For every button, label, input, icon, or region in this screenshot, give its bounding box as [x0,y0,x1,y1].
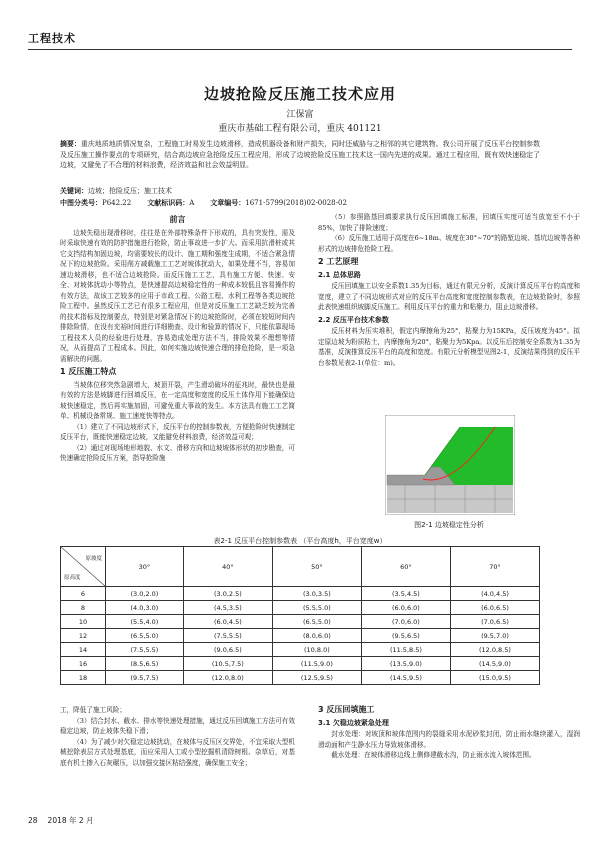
journal-section-header: 工程技术 [28,32,76,45]
clc-number: 中图分类号：P642.22 [60,199,132,207]
table-cell: (12.5,9.5) [272,671,361,685]
table-header-row [61,547,540,587]
table-row [61,643,540,657]
control-parameter-table [60,546,540,685]
section-1-item-5: （5）参照路基回填要求执行反压回填施工标准，回填压实度可适当放宽至不小于85%，加快了排险速度； [318,213,580,232]
table-caption: 表2-1 反压平台控制参数表 （平台高度h，平台宽度w） [213,537,387,545]
table-cell: (14.5,9.5) [361,671,450,685]
slope-stability-figure [385,415,515,515]
keywords [60,186,540,196]
table-cell: (6.0,6.0) [361,601,450,615]
section-2-1-heading: 2.1 总体思路 [318,270,361,279]
table-cell: (11.5,9.0) [272,657,361,671]
table-cell: (4.0,4.5) [450,587,539,601]
article-meta [60,198,540,208]
section-1-item-1: （1）建立了不同边坡形式下，反压平台的控制参数表，方便抢险时快速制定反压平台，既能快速稳定边坡，又能避免材料浪费，经济效益可观； [60,422,295,441]
table-cell: (12.0,8.5) [450,643,539,657]
section-1-intro: 当坡体位移突然急剧增大，坡顶开裂，产生滑动破坏的征兆时，最快也是最有效的方法是坡脚进行回填反压，在一定高度和宽度的反压土体作用下能确保边坡快速稳定，然后再实施加固，可避免重大事故的发生。本方法具有施工工艺简单、机械设备常规、施工速度快等特点。 [60,380,295,420]
table-row [61,629,540,643]
section-3-heading: 3 反压回填施工 [318,705,375,714]
height-cell: 12 [61,629,106,643]
height-cell: 14 [61,643,106,657]
section-2-2-text: 反压材料为压实堆积，假定内摩擦角为25°，粘聚力为15KPa，反压坡度为45°。拟定原边坡为粉质粘土，内摩擦角为20°，粘聚力为5Kpa。以反压后控制安全系数为1.35为基准，反演推算反压平台的高度和宽度。有限元分析模型见图2-1，反演结果得到的反压平台参数见表2-1(单位：m)。 [318,327,580,367]
table-cell: (3.0,2.5) [183,587,272,601]
table-cell: (8.5,6.5) [106,657,184,671]
preface-paragraph: 边坡失稳出现滑移时，往往是在外部特殊条件下形成的，具有突发性，需及时采取快速有效的防护措施进行抢险，防止事故进一步扩大。而采用抗滑桩或其它支挡结构加固边坡，均需要较长的设计、施工期和强度生成期，不适合紧急情况下的边坡抢险。采用削方减载施工工艺对坡体扰动大，如果处理不当，容易加速边坡滑移，也不适合边坡抢险。而反压施工工艺，具有施工方便、快速、安全、对坡体扰动小等特点，是快速提高边坡稳定性的一种成本较低且容易操作的有效方法，故该工艺较多的应用于市政工程、公路工程、水利工程等各类边坡抢险工程中。虽然反压工艺已有很多工程应用，但是对反压施工工艺缺乏较为完善的技术指标及控制要点，特别是对紧急情况下的边坡抢险时，必须在较短时间内排除险情，在没有充裕时间进行详细勘查、设计和验算的情况下，只能依靠现场工程技术人员的经验进行处理，容易造成处理方法不当，排险效果不理想等情况，从而提高了工程成本。因此，如何实施边坡快速合理的排危抢险，是一项急需解决的问题。 [60,228,295,363]
table-row [61,601,540,615]
section-2-1-text: 反压回填施工以安全系数1.35为目标，通过有限元分析，反演计算反压平台的高度和宽度，建立了不同边坡形式对应的反压平台高度和宽度控制参数表，在边坡抢险时，参照此表快速组织坡脚反压施工。利用反压平台的重力和粘聚力，阻止边坡滑移。 [318,282,580,311]
keywords-label: 关键词： [60,187,88,195]
slope-header-cell: 30° [106,547,184,587]
abstract-text: 重庆地质地质情况复杂，工程施工时易发生边坡滑移，造成机器设备和财产损失，同时还威胁与之相邻的其它建筑物。我公司开展了反压平台控制参数及反压施工操作要点的专项研究，结合高边坡应急抢险反压工程应用，形成了边坡抢险反压施工技术这一国内先进的成果。通过工程应用，既有效快速稳定了边坡，又避免了不合理的材料浪费，经济效益和社会效益明显。 [60,140,540,170]
table-cell: (15.0,9.5) [450,671,539,685]
table-cell: (3.0,2.0) [106,587,184,601]
seal-treatment-text: 封水处理：对坡顶和坡体范围内的裂缝采用水泥砂浆封闭，防止雨水继续灌入，湿润滑动面和产生静水压力导致坡体滑移。 [318,730,580,749]
table-cell: (7.0,6.5) [450,615,539,629]
section-2-2-heading: 2.2 反压平台技术参数 [318,315,389,324]
table-cell: (7.0,6.0) [361,615,450,629]
right-column-upper [318,212,580,368]
figure-caption: 图2-1 边坡稳定性分析 [414,521,484,529]
table-cell: (11.5,8.5) [361,643,450,657]
table-row [61,671,540,685]
table-row [61,615,540,629]
slope-header-cell: 60° [361,547,450,587]
height-cell: 18 [61,671,106,685]
affiliation: 重庆市基础工程有限公司，重庆 401121 [218,124,382,134]
table-cell: (4.5,3.5) [183,601,272,615]
table-cell: (5.5,5.0) [272,601,361,615]
section-1-item-6: （6）反压施工适用于高度在6~18m、坡度在30°~70°的路堑边坡、基坑边坡等各种形式的边坡排危抢险工程。 [318,234,580,253]
article-title: 边坡抢险反压施工技术应用 [203,85,396,103]
issue-date: 2018 年 2 月 [47,816,94,825]
table-cell: (6.5,5.0) [106,629,184,643]
height-cell: 10 [61,615,106,629]
table-cell: (6.0,6.5) [450,601,539,615]
section-2-heading: 2 工艺原理 [318,257,359,266]
keywords-text: 边坡；抢险反压；施工技术 [88,187,172,195]
table-cell: (10,8.0) [272,643,361,657]
table-cell: (7.5,5.5) [183,629,272,643]
section-1-item-2: （2）通过对现场地形地貌、水文、滑移方向和边坡坡体形状的初步勘查，可快速确定抢险反压方案，指导抢险施 [60,443,295,462]
page-footer [28,815,104,826]
table-cell: (9.5,6.5) [361,629,450,643]
author: 江保富 [286,110,314,120]
continued-text: 工，降低了施工风险； [60,706,126,714]
table-cell: (7.5,5.5) [106,643,184,657]
table-cell: (13.5,9.0) [361,657,450,671]
table-cell: (14.5,9.0) [450,657,539,671]
table-row [61,587,540,601]
page-number: 28 [28,816,38,825]
header-rule [28,49,572,50]
height-cell: 16 [61,657,106,671]
diagonal-header-cell [61,547,106,587]
table-row [61,657,540,671]
table-cell: (3.5,4.5) [361,587,450,601]
abstract-label: 摘要： [60,140,81,148]
table-cell: (8.0,6.0) [272,629,361,643]
section-1-item-3: （3）结合封水、截水、排水等快速处理措施，通过反压回填施工方法可有效稳定边坡，防止坡体失稳下滑； [60,716,295,735]
preface-heading: 前言 [169,215,186,224]
table-cell: (4.0,3.0) [106,601,184,615]
table-cell: (6.5,5.0) [272,615,361,629]
article-number: 文章编号：1671-5799(2018)02-0028-02 [210,199,347,207]
section-1-heading: 1 反压施工特点 [60,367,117,376]
slope-header-cell: 50° [272,547,361,587]
intercept-treatment-text: 截水处理：在坡体滑移边线上侧修建截水沟，防止雨水流入坡体范围。 [331,751,536,759]
left-column-upper [60,212,295,464]
table-cell: (3.0,3.5) [272,587,361,601]
table-cell: (5.5,4.0) [106,615,184,629]
slope-axis-label: 原坡度 [85,556,102,562]
table-cell: (9.5,7.5) [106,671,184,685]
table-cell: (9.5,7.0) [450,629,539,643]
height-axis-label: 原高度 [64,575,81,581]
slope-header-cell: 70° [450,547,539,587]
table-cell: (9.0,6.5) [183,643,272,657]
abstract [60,139,540,171]
left-column-lower [60,705,295,768]
table-cell: (12.0,8.0) [183,671,272,685]
height-cell: 8 [61,601,106,615]
height-cell: 6 [61,587,106,601]
table-cell: (6.0,4.5) [183,615,272,629]
right-column-lower [318,702,580,761]
table-cell: (10.5,7.5) [183,657,272,671]
section-1-item-4: （4）为了减少对欠稳定边坡扰动，在坡体与反压区交界处，不宜采取大型机械挖除表层方式处理基底，而应采用人工或小型挖掘机清除树根、杂草后，对基底有机土掺入石灰碾压，以加强交接区粘结强度，确保施工安全； [60,737,295,767]
slope-header-cell: 40° [183,547,272,587]
document-code: 文献标识码：A [147,199,195,207]
section-3-1-heading: 3.1 欠稳边坡紧急处理 [318,718,389,727]
